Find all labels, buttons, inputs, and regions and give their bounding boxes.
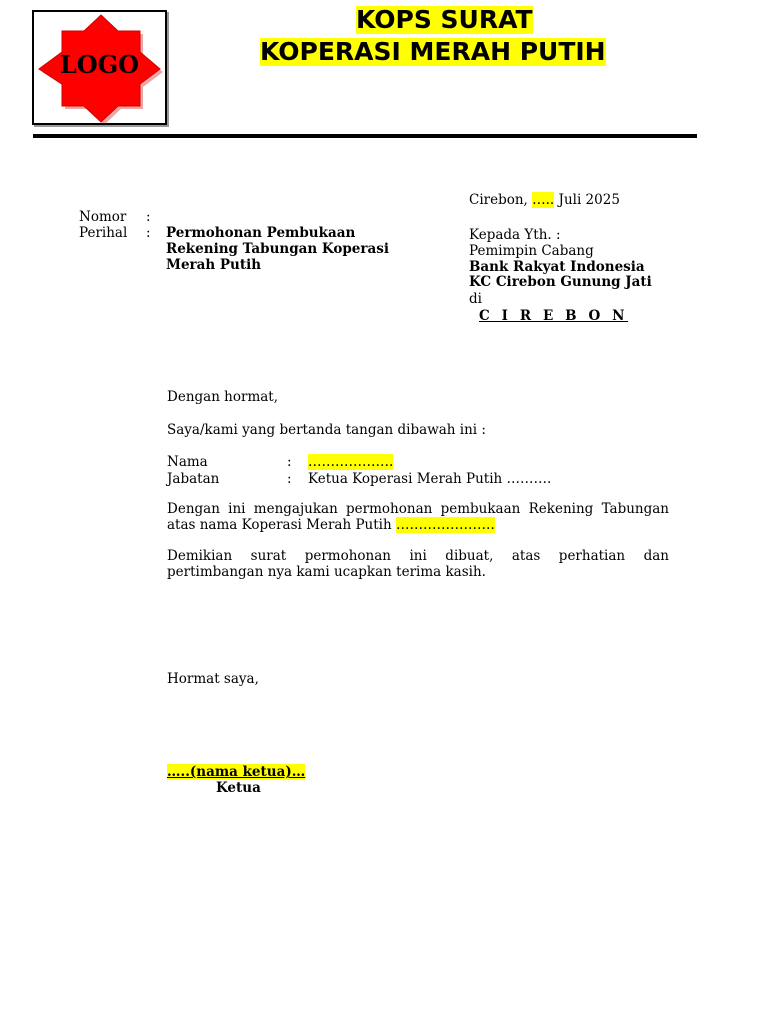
perihal-line-2: Rekening Tabungan Koperasi — [166, 241, 389, 257]
jabatan-value: Ketua Koperasi Merah Putih ………. — [308, 471, 552, 487]
perihal-colon: : — [146, 225, 151, 241]
request-paragraph — [167, 501, 669, 533]
recipient-city: C I R E B O N — [479, 308, 629, 324]
perihal-line-3: Merah Putih — [166, 257, 262, 273]
date-day-blank: ….. — [532, 192, 555, 208]
signer-name: …..(nama ketua)… — [167, 764, 306, 780]
perihal-line-1: Permohonan Pembukaan — [166, 225, 356, 241]
closing-paragraph: Demikian surat permohonan ini dibuat, atas perhatian dan pertimbangan nya kami ucapkan terima kasih. — [167, 548, 669, 580]
perihal-label: Perihal — [79, 225, 128, 241]
logo-text: LOGO — [59, 50, 140, 79]
recipient-di: di — [469, 291, 482, 307]
letterhead-title: KOPS SURAT — [356, 5, 533, 34]
letter-date — [469, 192, 620, 208]
nomor-colon: : — [146, 209, 151, 225]
letterhead-organization: KOPERASI MERAH PUTIH — [260, 37, 606, 66]
intro-text: Saya/kami yang bertanda tangan dibawah ini : — [167, 422, 486, 438]
nomor-label: Nomor — [79, 209, 127, 225]
nama-label: Nama — [167, 454, 208, 470]
recipient-position: Pemimpin Cabang — [469, 243, 594, 259]
recipient-bank: Bank Rakyat Indonesia — [469, 259, 645, 275]
jabatan-label: Jabatan — [167, 471, 220, 487]
account-name-blank: …………………. — [395, 517, 495, 533]
salutation: Dengan hormat, — [167, 389, 279, 405]
nama-value-blank: ………………. — [308, 454, 394, 470]
recipient-branch: KC Cirebon Gunung Jati — [469, 274, 652, 290]
jabatan-colon: : — [287, 471, 292, 487]
nama-colon: : — [287, 454, 292, 470]
header-divider — [33, 134, 697, 138]
recipient-greeting: Kepada Yth. : — [469, 227, 561, 243]
date-suffix: Juli 2025 — [554, 192, 620, 208]
logo — [32, 10, 167, 125]
date-prefix: Cirebon, — [469, 192, 533, 208]
closing-greeting: Hormat saya, — [167, 671, 259, 687]
request-text: Dengan ini mengajukan permohonan pembukaan Rekening Tabungan atas nama Koperasi Merah Putih — [167, 501, 669, 533]
signer-title: Ketua — [216, 780, 261, 796]
